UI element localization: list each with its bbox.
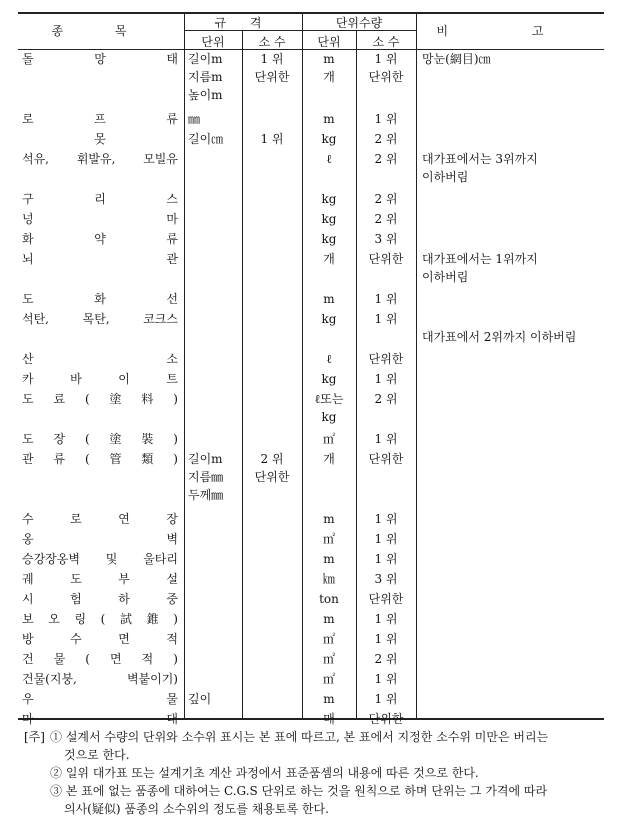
row-item-name: 석유, 휘발유, 모빌유 <box>22 152 178 166</box>
row-item-name: 우 물 <box>22 692 178 706</box>
row-unit-cell: ㎡ <box>322 632 335 646</box>
row-item-name: 구 리 스 <box>22 192 178 206</box>
row-unit-cell: ㎡ <box>322 652 335 666</box>
row-dec-cell: 2 위 <box>374 132 398 146</box>
row-dec-cell: 3 위 <box>374 232 398 246</box>
row-dec-cell: 1 위 <box>374 372 398 386</box>
note-1-line-2: 것으로 한다. <box>64 748 130 762</box>
row-unit-cell: kg <box>321 312 337 326</box>
row-dec-cell: 단위한 <box>368 592 404 606</box>
row-item-name: 수 로 연 장 <box>22 512 178 526</box>
row-item-name: 로 프 류 <box>22 112 178 126</box>
row-item-name: 도 화 선 <box>22 292 178 306</box>
row-dec-cell: 단위한 <box>368 452 404 466</box>
col-divider-5 <box>416 12 417 719</box>
row-item-name: 넝 마 <box>22 212 178 226</box>
row-dec-cell: 2 위 <box>374 212 398 226</box>
row-dec-cell: 1 위 <box>374 632 398 646</box>
row-spec-cell: 길이m <box>188 452 223 466</box>
row-specdec-cell: 단위한 <box>254 70 290 84</box>
row-item-name: 건물(지붕, 벽붙이기) <box>22 672 178 686</box>
row-item-name: 건 물 ( 면 적 ) <box>22 652 178 666</box>
row-dec-cell: 1 위 <box>374 552 398 566</box>
row-remark-cell: 대가표에서는 1위까지 <box>422 252 538 266</box>
row-dec-cell: 1 위 <box>374 112 398 126</box>
row-unit-cell: kg <box>321 372 337 386</box>
row-dec-cell: 1 위 <box>374 672 398 686</box>
row-unit-cell: kg <box>321 132 337 146</box>
header-qty-decimal: 소 수 <box>372 35 400 49</box>
row-item-name: 방 수 면 적 <box>22 632 178 646</box>
row-unit-cell: ℓ또는 <box>314 392 344 406</box>
row-unit-cell: ℓ <box>326 152 332 166</box>
row-dec-cell: 단위한 <box>368 352 404 366</box>
row-spec-cell: ㎜ <box>188 112 201 126</box>
row-dec-cell: 1 위 <box>374 532 398 546</box>
col-divider-1 <box>184 12 185 719</box>
row-unit-cell: 개 <box>323 252 335 266</box>
note-3-line-1: ③ 본 표에 없는 품종에 대하여는 C.G.S 단위로 하는 것을 원칙으로 하며 단위는 그 가격에 따라 <box>50 784 548 798</box>
row-dec-cell: 단위한 <box>368 712 404 726</box>
row-unit-cell: m <box>323 692 335 706</box>
row-dec-cell: 1 위 <box>374 432 398 446</box>
header-item: 종 목 <box>51 24 151 38</box>
row-item-name: 승강장옹벽 및 울타리 <box>22 552 178 566</box>
row-specdec-cell: 2 위 <box>260 452 284 466</box>
row-unit-cell: m <box>323 552 335 566</box>
row-remark-cell: 대가표에서 2위까지 이하버림 <box>422 330 577 344</box>
row-unit-cell: m <box>323 52 335 66</box>
row-dec-cell: 1 위 <box>374 692 398 706</box>
row-unit-cell: 매 <box>323 712 335 726</box>
row-item-name: 궤 도 부 설 <box>22 572 178 586</box>
row-item-name: 마 대 <box>22 712 178 726</box>
header-remark: 비 고 <box>436 24 584 38</box>
row-dec-cell: 2 위 <box>374 192 398 206</box>
row-unit-cell: 개 <box>323 70 335 84</box>
row-dec-cell: 2 위 <box>374 392 398 406</box>
row-dec-cell: 2 위 <box>374 152 398 166</box>
row-unit-cell: kg <box>321 232 337 246</box>
row-unit-cell: ㎡ <box>322 532 335 546</box>
row-unit-cell: ㎡ <box>322 432 335 446</box>
row-item-name: 뇌 관 <box>22 252 178 266</box>
header-spec-unit: 단위 <box>201 35 225 49</box>
header-qty-unit: 단위 <box>317 35 341 49</box>
note-2: ② 일위 대가표 또는 설계기초 계산 과정에서 표준품셈의 내용에 따른 것으로 한다. <box>50 766 479 780</box>
row-item-name: 보 오 링 ( 試 錐 ) <box>22 612 178 626</box>
row-item-name: 산 소 <box>22 352 178 366</box>
row-spec-cell: 두께㎜ <box>188 488 224 502</box>
note-1-line-1: ① 설계서 수량의 단위와 소수위 표시는 본 표에 따르고, 본 표에서 지정한 소수위 미만은 버리는 <box>50 730 549 744</box>
header-unit-qty: 단위수량 <box>335 16 383 30</box>
row-unit-cell: ℓ <box>326 352 332 366</box>
note-3-line-2: 의사(疑似) 품종의 소수위의 정도를 채용토록 한다. <box>64 802 329 816</box>
row-unit-cell: m <box>323 292 335 306</box>
row-remark-cell: 이하버림 <box>422 170 469 184</box>
notes-label: [주] <box>24 730 45 744</box>
row-item-name: 도 장 ( 塗 裝 ) <box>22 432 178 446</box>
row-item-name: 도 료 ( 塗 料 ) <box>22 392 178 406</box>
row-dec-cell: 1 위 <box>374 52 398 66</box>
row-unit-cell: m <box>323 112 335 126</box>
row-specdec-cell: 1 위 <box>260 52 284 66</box>
unit-decimal-table <box>18 12 604 726</box>
row-item-name: 석탄, 목탄, 코크스 <box>22 312 178 326</box>
row-dec-cell: 1 위 <box>374 612 398 626</box>
row-item-name: 화 약 류 <box>22 232 178 246</box>
row-item-name: 돌 망 태 <box>22 52 178 66</box>
row-item-name: 옹 벽 <box>22 532 178 546</box>
row-specdec-cell: 단위한 <box>254 470 290 484</box>
row-spec-cell: 깊이 <box>188 692 212 706</box>
row-remark-cell: 이하버림 <box>422 270 469 284</box>
header-spec-decimal: 소 수 <box>258 35 286 49</box>
row-unit-cell: ㎞ <box>322 572 335 586</box>
header-spec: 규 격 <box>214 16 272 30</box>
row-specdec-cell: 1 위 <box>260 132 284 146</box>
row-item-name: 카 바 이 트 <box>22 372 178 386</box>
row-dec-cell: 단위한 <box>368 70 404 84</box>
row-item-name: 시 험 하 중 <box>22 592 178 606</box>
row-unit-cell: kg <box>321 212 337 226</box>
row-unit-cell: ton <box>319 592 339 606</box>
row-spec-cell: 지름m <box>188 70 223 84</box>
row-dec-cell: 단위한 <box>368 252 404 266</box>
row-remark-cell: 망눈(網目)㎝ <box>422 52 491 66</box>
row-spec-cell: 길이m <box>188 52 223 66</box>
row-dec-cell: 2 위 <box>374 652 398 666</box>
row-spec-cell: 지름㎜ <box>188 470 224 484</box>
row-remark-cell: 대가표에서는 3위까지 <box>422 152 538 166</box>
row-unit-cell: 개 <box>323 452 335 466</box>
row-dec-cell: 1 위 <box>374 512 398 526</box>
row-item-name: 못 <box>94 132 106 146</box>
row-unit-cell: kg <box>321 410 337 424</box>
row-dec-cell: 3 위 <box>374 572 398 586</box>
row-item-name: 관 류 ( 管 類 ) <box>22 452 178 466</box>
row-unit-cell: m <box>323 612 335 626</box>
row-unit-cell: kg <box>321 192 337 206</box>
row-dec-cell: 1 위 <box>374 312 398 326</box>
row-unit-cell: m <box>323 512 335 526</box>
row-dec-cell: 1 위 <box>374 292 398 306</box>
row-spec-cell: 높이m <box>188 88 223 102</box>
row-spec-cell: 길이㎝ <box>188 132 224 146</box>
row-unit-cell: ㎡ <box>322 672 335 686</box>
